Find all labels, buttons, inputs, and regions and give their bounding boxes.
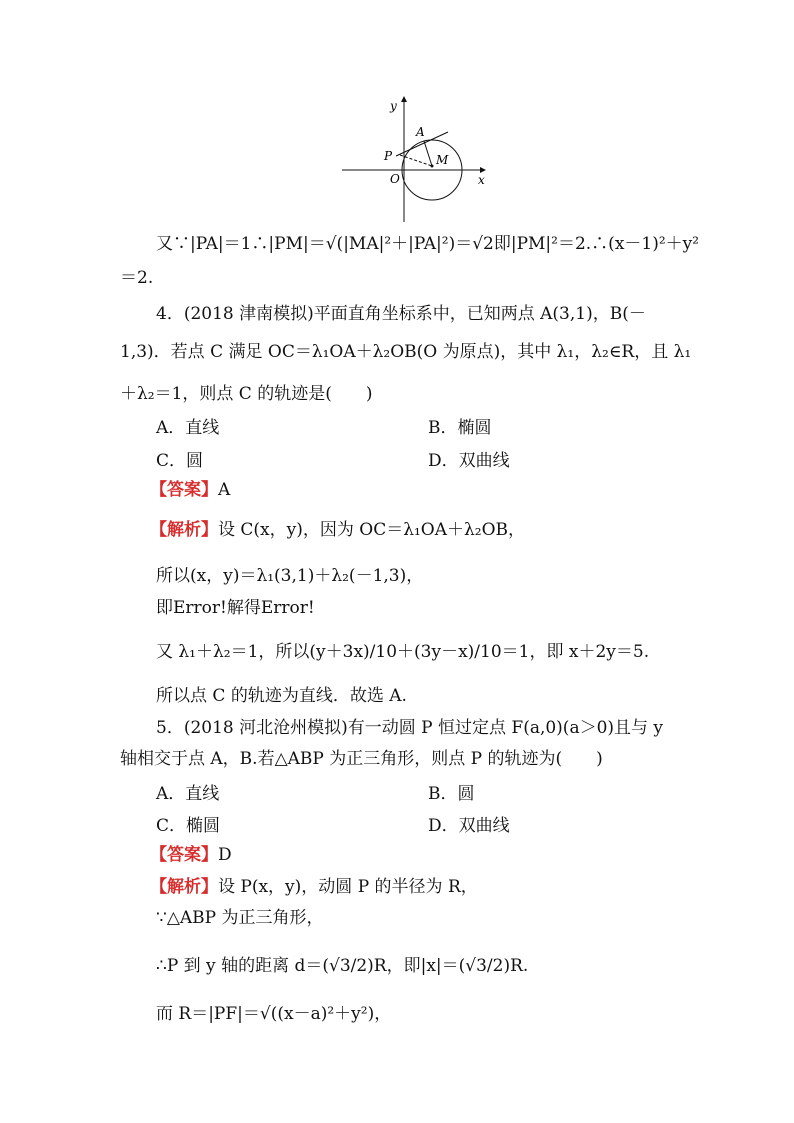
coordinate-figure xyxy=(340,96,500,226)
q5-option-c: C．椭圆 xyxy=(156,816,221,836)
q4-stem-3: ＋λ₂＝1，则点 C 的轨迹是( ) xyxy=(120,384,373,404)
q4-option-c: C．圆 xyxy=(156,451,204,471)
label-a: A xyxy=(416,125,425,139)
q4-analysis-5: 所以点 C 的轨迹为直线．故选 A. xyxy=(156,686,407,706)
q5-analysis-tag: 【解析】 xyxy=(150,877,218,897)
label-p: P xyxy=(384,149,393,163)
q5-answer-tag: 【答案】 xyxy=(150,845,218,865)
q4-analysis-3: 即Error!解得Error! xyxy=(156,598,315,618)
q4-stem-1: 4．(2018 津南模拟)平面直角坐标系中，已知两点 A(3,1)，B(－ xyxy=(156,304,646,324)
label-m: M xyxy=(436,153,449,167)
q4-analysis-1 xyxy=(150,518,525,542)
q5-answer-value: D xyxy=(218,845,232,865)
q4-answer-value: A xyxy=(218,480,231,500)
q4-analysis-2: 所以(x，y)＝λ₁(3,1)＋λ₂(－1,3)， xyxy=(156,566,424,586)
q4-option-b: B．椭圆 xyxy=(428,418,492,438)
q4-stem-2: 1,3)．若点 C 满足 OC＝λ₁OA＋λ₂OB(O 为原点)，其中 λ₁，λ₂∈R，且 λ₁ xyxy=(120,342,692,362)
q4-option-a: A．直线 xyxy=(156,418,220,438)
label-o: O xyxy=(390,172,400,186)
q4-answer xyxy=(150,478,230,502)
segment-pm xyxy=(400,155,432,166)
q5-answer xyxy=(150,843,232,867)
q4-analysis-1-text: 设 C(x，y)，因为 OC＝λ₁OA＋λ₂OB， xyxy=(218,520,526,540)
segment-am xyxy=(424,141,432,166)
prev-line-2: ＝2. xyxy=(120,268,154,288)
y-axis-arrow xyxy=(401,96,407,102)
q5-analysis-1-text: 设 P(x，y)，动圆 P 的半径为 R， xyxy=(218,877,478,897)
q5-stem-2: 轴相交于点 A，B.若△ABP 为正三角形，则点 P 的轨迹为( ) xyxy=(120,749,603,769)
q4-analysis-4: 又 λ₁＋λ₂＝1，所以(y＋3x)/10＋(3y－x)/10＝1，即 x＋2y＝5. xyxy=(156,642,650,662)
q5-option-b: B．圆 xyxy=(428,784,475,804)
label-x: x xyxy=(478,173,485,187)
q5-analysis-2: ∵△ABP 为正三角形， xyxy=(156,908,324,928)
prev-line-1: 又∵|PA|＝1∴|PM|＝√(|MA|²＋|PA|²)＝√2即|PM|²＝2.∴(x－1)²＋y² xyxy=(156,234,700,254)
point-m xyxy=(431,165,434,168)
q5-stem-1: 5．(2018 河北沧州模拟)有一动圆 P 恒过定点 F(a,0)(a＞0)且与 y xyxy=(156,718,664,738)
q5-option-a: A．直线 xyxy=(156,784,220,804)
q5-analysis-1 xyxy=(150,875,478,899)
q5-analysis-3: ∴P 到 y 轴的距离 d＝(√3/2)R，即|x|＝(√3/2)R. xyxy=(156,956,529,976)
label-y: y xyxy=(390,99,397,113)
q5-option-d: D．双曲线 xyxy=(428,816,510,836)
q4-answer-tag: 【答案】 xyxy=(150,480,218,500)
q4-option-d: D．双曲线 xyxy=(428,451,510,471)
q5-analysis-4: 而 R＝|PF|＝√((x－a)²＋y²)， xyxy=(156,1004,392,1024)
q4-analysis-tag: 【解析】 xyxy=(150,520,218,540)
